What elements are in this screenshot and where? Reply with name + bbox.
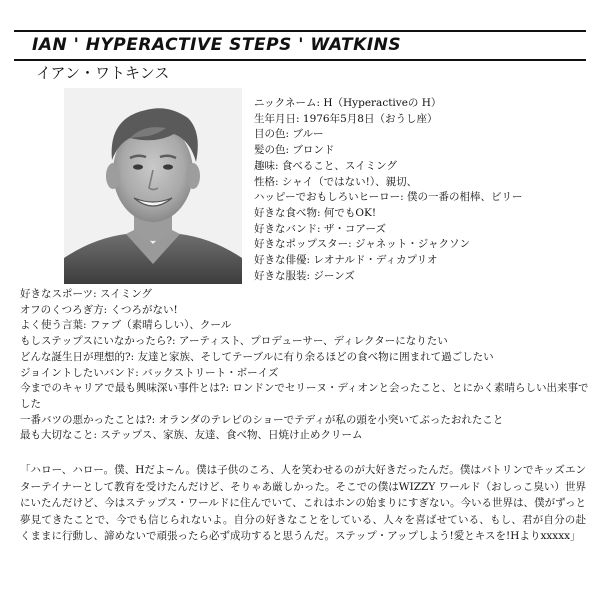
profile-label: 目の色:: [254, 128, 293, 141]
detail-value: ステップス、家族、友達、食べ物、日焼け止めクリーム: [100, 429, 363, 442]
detail-row-embarrassing: [20, 413, 590, 429]
profile-value: ブルー: [292, 128, 324, 141]
profile-row-nickname: [254, 96, 523, 112]
detail-value: オランダのテレビのショーでテディが私の頭を小突いてぶったおれたこと: [158, 413, 504, 426]
profile-row-eye-color: [254, 127, 523, 143]
profile-row-hero: [254, 190, 523, 206]
detail-label: 今までのキャリアで最も興味深い事件とは?:: [20, 382, 233, 395]
detail-value: アーティスト、プロデューサー、ディレクターになりたい: [178, 335, 448, 348]
name-katakana: イアン・ワトキンス: [36, 64, 170, 82]
detail-row-birthday-ideal: [20, 350, 590, 366]
message-quote: 「ハロー、ハロー。僕、Hだよ~ん。僕は子供のころ、人を笑わせるのが大好きだったんだ。僕はバトリンでキッズエンターテイナーとして教育を受けたんだけど、そりゃあ厳しかった。そこでの僕はWIZZY ワールド（おしっこ臭い）世界にいたんだけど、今はステップス・ワールドに住んでいて、これはホンの始まりにすぎない。今いる世界は、僕がずっと夢見てきたことで、今でも信じられないよ。自分の好きなことをしている、人々を喜ばせている、もし、君が自分の赴くままに行動し、諦めないで頑張ったら必ず成功すると思うんだ。ステップ・アップしよう!愛とキスを!Hよりxxxxx」: [20, 464, 586, 543]
profile-label: 好きなポップスター:: [254, 238, 355, 251]
page-title: IAN ' HYPERACTIVE STEPS ' WATKINS: [32, 35, 402, 55]
profile-label: ニックネーム:: [254, 97, 324, 109]
detail-value: ファブ（素晴らしい）、クール: [89, 319, 232, 332]
profile-row-pop-star: [254, 237, 523, 253]
profile-value: レオナルド・ディカプリオ: [313, 254, 438, 267]
profile-value: シャイ（ではない!）、親切、: [281, 175, 418, 188]
profile-value: ジャネット・ジャクソン: [354, 238, 471, 251]
detail-label: 一番バツの悪かったことは?:: [20, 413, 159, 426]
detail-row-interesting-event: [20, 381, 590, 412]
profile-value: ザ・コアーズ: [323, 222, 387, 235]
detail-row-sport: [20, 287, 590, 303]
detail-label: 最も大切なこと:: [20, 429, 101, 442]
profile-value: 何でもOK!: [323, 206, 377, 219]
header-bottom-rule: [14, 59, 586, 61]
profile-label: 好きな服装:: [254, 269, 314, 282]
profile-label: 好きな食べ物:: [254, 206, 324, 219]
profile-row-band: [254, 222, 523, 238]
detail-row-joint-band: [20, 366, 590, 382]
detail-row-relax: [20, 303, 590, 319]
profile-row-birthday: [254, 112, 523, 128]
detail-label: もしステップスにいなかったら?:: [20, 335, 179, 348]
detail-label: よく使う言葉:: [20, 319, 90, 332]
detail-value: バックストリート・ボーイズ: [142, 366, 279, 379]
profile-row-food: [254, 206, 523, 222]
header-top-rule: [14, 30, 586, 32]
profile-row-hobby: [254, 159, 523, 175]
profile-label: 生年月日:: [254, 112, 303, 125]
detail-row-words: [20, 318, 590, 334]
detail-facts: [20, 287, 590, 444]
detail-label: オフのくつろぎ方:: [20, 303, 111, 316]
profile-label: 趣味:: [254, 159, 282, 172]
profile-value: ブロンド: [292, 144, 335, 157]
profile-facts: [254, 96, 523, 284]
profile-value: 1976年5月8日（おうし座）: [302, 112, 438, 125]
profile-value: ジーンズ: [313, 269, 355, 282]
profile-label: 好きなバンド:: [254, 222, 324, 235]
detail-row-most-important: [20, 428, 590, 444]
profile-row-personality: [254, 175, 523, 191]
detail-value: ロンドンでセリーヌ・ディオンと会ったこと、とにかく素晴らしい出来事でした: [20, 382, 589, 410]
detail-label: ジョイントしたいバンド:: [20, 366, 143, 379]
profile-row-hair-color: [254, 143, 523, 159]
detail-label: どんな誕生日が理想的?:: [20, 350, 138, 363]
portrait-photo: [64, 88, 242, 284]
profile-value: 食べること、スイミング: [281, 159, 397, 172]
profile-row-clothes: [254, 269, 523, 285]
profile-label: 性格:: [254, 175, 282, 188]
detail-value: スイミング: [99, 288, 153, 300]
detail-row-if-not-steps: [20, 334, 590, 350]
profile-value: 僕の一番の相棒、ビリー: [407, 191, 523, 204]
profile-label: 髪の色:: [254, 144, 293, 157]
profile-value: H（Hyperactiveの H）: [323, 97, 442, 109]
profile-label: ハッピーでおもしろいヒーロー:: [254, 191, 408, 204]
detail-label: 好きなスポーツ:: [20, 288, 100, 300]
detail-value: 友達と家族、そしてテーブルに有り余るほどの食べ物に囲まれて過ごしたい: [137, 350, 494, 363]
detail-value: くつろがない!: [110, 303, 178, 316]
profile-row-actor: [254, 253, 523, 269]
profile-label: 好きな俳優:: [254, 254, 314, 267]
